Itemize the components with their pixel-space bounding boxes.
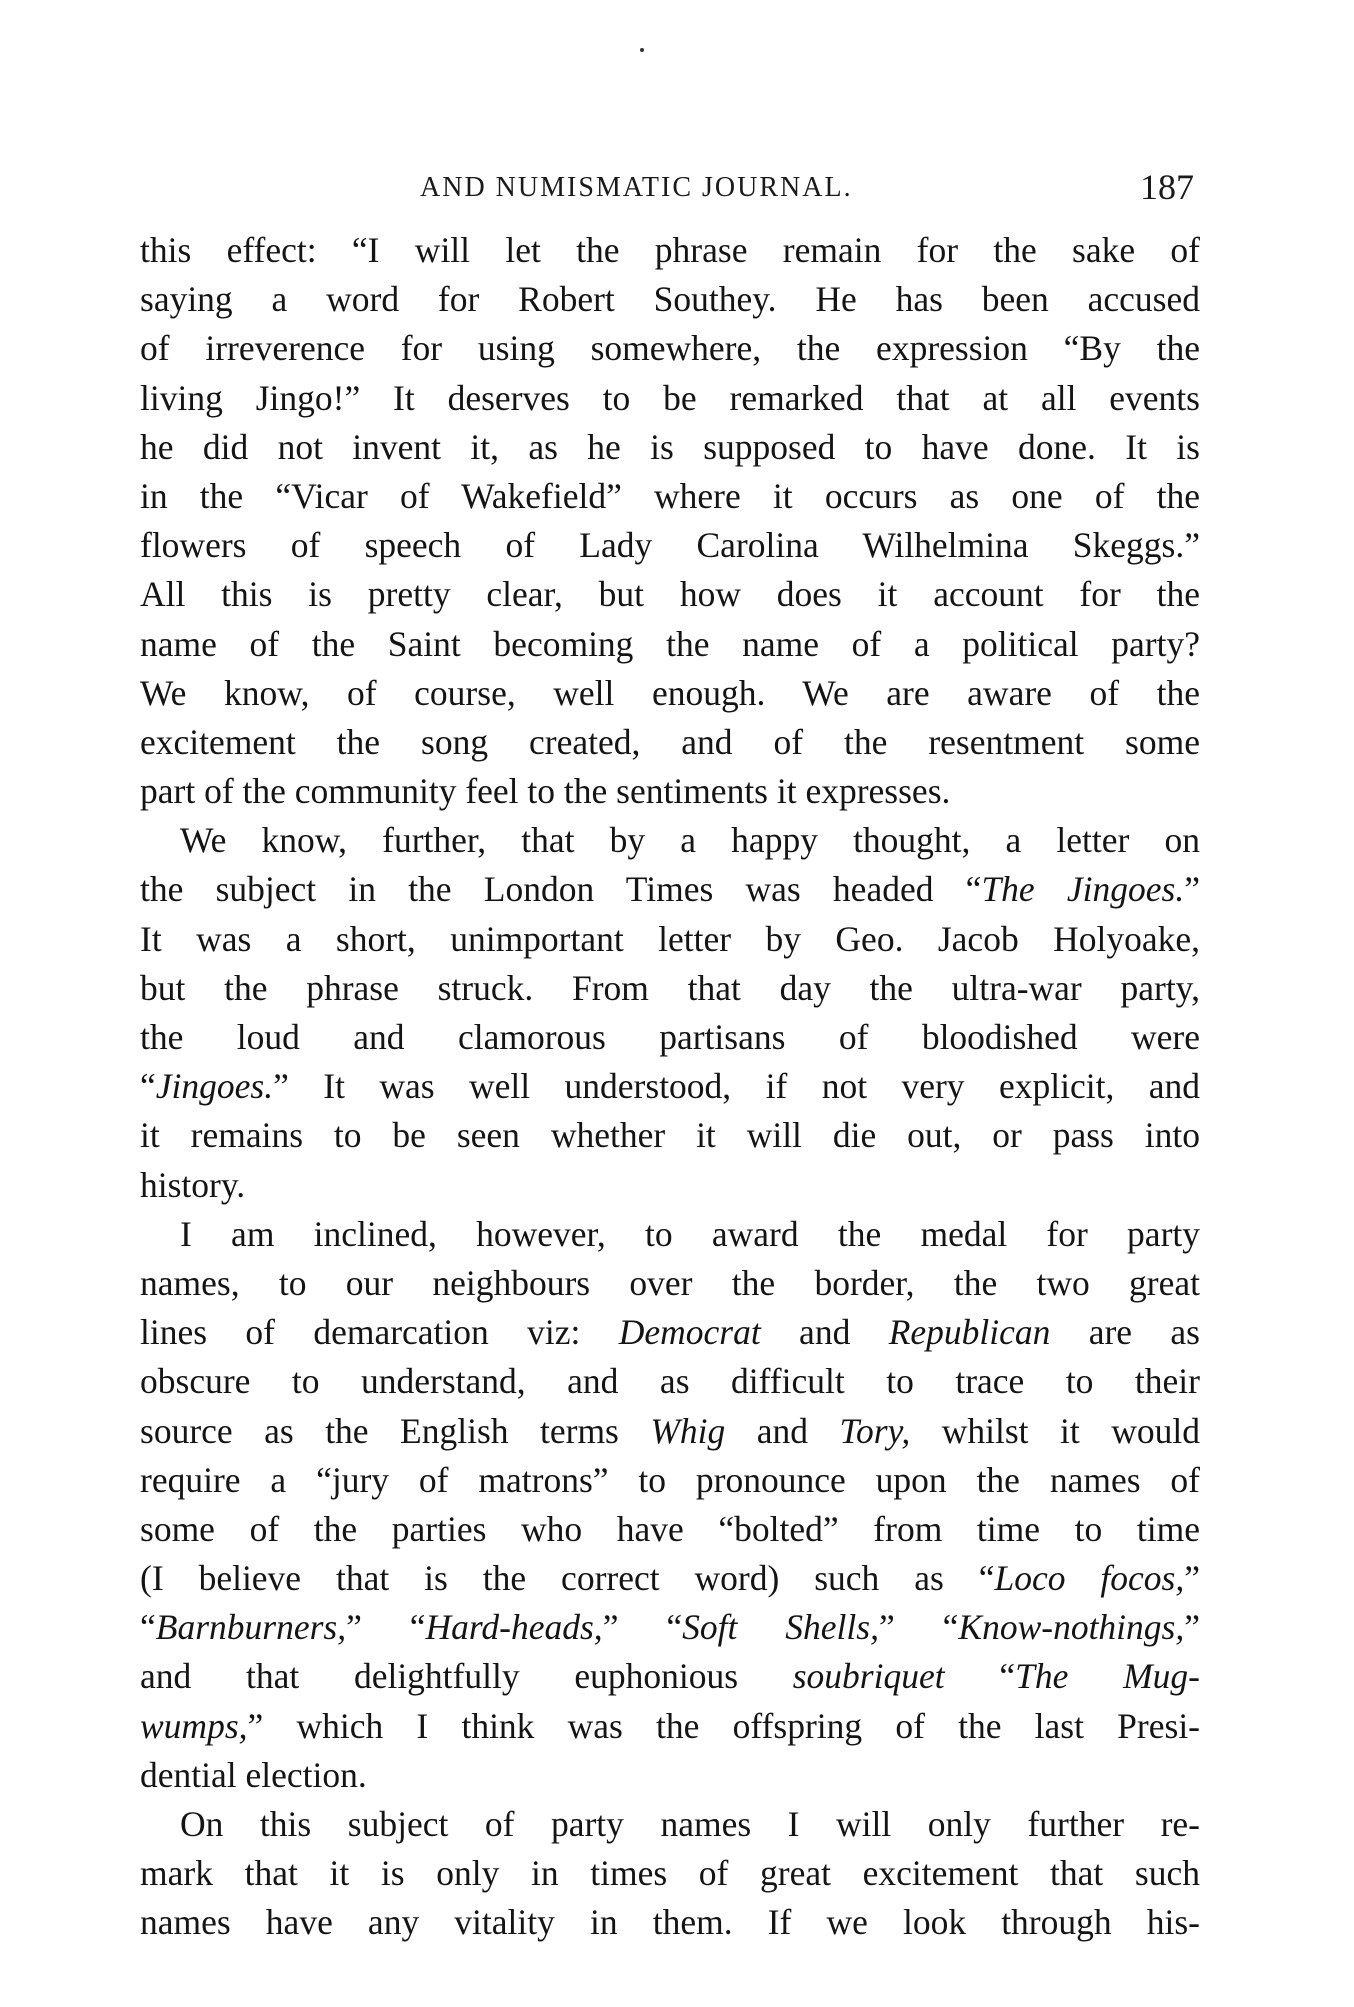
text-segment: and [760,1312,889,1353]
text-segment: flowers of speech of Lady Carolina Wilhelmina Skeggs.” [140,525,1200,566]
italic-text: Loco focos, [994,1558,1185,1599]
italic-text: The Mug- [1015,1656,1200,1697]
text-line [140,1554,1200,1603]
italic-text: Republican [888,1312,1051,1353]
running-head: AND NUMISMATIC JOURNAL. [420,172,853,203]
text-line [140,226,1200,275]
italic-text: Democrat [618,1312,761,1353]
text-line [140,1702,1200,1751]
text-segment: All this is pretty clear, but how does it account for the [140,574,1200,615]
text-line [140,1603,1200,1652]
text-segment: We know, further, that by a happy thought, a letter on [180,820,1200,861]
text-line [140,275,1200,324]
italic-text: Hard-heads, [425,1607,603,1648]
text-line [140,1062,1200,1111]
text-line [140,964,1200,1013]
text-segment: ” “ [346,1607,426,1648]
text-line [140,1210,1200,1259]
text-line [140,620,1200,669]
italic-text: Know-nothings, [958,1607,1185,1648]
text-segment: some of the parties who have “bolted” from time to time [140,1508,1200,1549]
text-line [140,1849,1200,1898]
text-line [140,1652,1200,1701]
text-segment: It was a short, unimportant letter by Geo. Jacob Holyoake, [140,918,1200,959]
text-segment: it remains to be seen whether it will die out, or pass into [140,1115,1200,1156]
text-segment: “ [140,1607,156,1648]
text-line [140,1505,1200,1554]
text-segment: in the “Vicar of Wakefield” where it occurs as one of the [140,475,1200,516]
text-segment: lines of demarcation viz: [140,1312,619,1353]
text-segment: On this subject of party names I will only further re- [180,1804,1200,1844]
text-line [140,570,1200,619]
text-segment: “ [944,1656,1016,1697]
text-line [140,1357,1200,1406]
print-speck [640,48,644,52]
text-segment: whilst it would [910,1410,1200,1451]
italic-text: The Jingoes. [981,869,1185,910]
italic-text: Jingoes. [155,1066,274,1107]
text-line [140,472,1200,521]
text-segment: (I believe that is the correct word) such as “ [140,1558,995,1599]
text-line [140,767,1200,816]
text-segment: ” which I think was the offspring of the last Presi- [247,1705,1200,1746]
text-line [140,718,1200,767]
italic-text: Whig [650,1410,726,1451]
text-segment: ” “ [878,1607,959,1648]
text-segment: saying a word for Robert Southey. He has been accused [140,279,1200,320]
text-line [140,324,1200,373]
text-line [140,1407,1200,1456]
text-segment: ” [1184,1607,1201,1648]
text-segment: ” “ [602,1607,683,1648]
text-line [140,1259,1200,1308]
text-segment: names, to our neighbours over the border, the two great [140,1262,1200,1303]
text-segment: the loud and clamorous partisans of bloodished were [140,1017,1200,1057]
text-segment: names have any vitality in them. If we look through his- [140,1902,1200,1943]
text-segment: I am inclined, however, to award the medal for party [180,1213,1200,1254]
text-line [140,374,1200,423]
italic-text: Soft Shells, [682,1607,879,1648]
text-segment: part of the community feel to the sentiments it expresses. [140,771,951,812]
text-line [140,669,1200,718]
text-segment: name of the Saint becoming the name of a political party? [140,623,1200,664]
text-segment: are as [1050,1312,1200,1353]
text-line [140,1013,1200,1062]
text-line [140,865,1200,914]
text-line [140,1111,1200,1160]
text-line [140,521,1200,570]
italic-text: soubriquet [792,1656,945,1697]
text-line [140,1898,1200,1947]
text-segment: excitement the song created, and of the resentment some [140,721,1200,762]
text-segment: ” [1184,1558,1200,1599]
italic-text: wumps, [140,1705,248,1746]
text-segment: dential election. [140,1754,367,1795]
text-segment: mark that it is only in times of great excitement that such [140,1853,1200,1894]
text-segment: of irreverence for using somewhere, the expression “By the [140,328,1200,369]
text-segment: this effect: “I will let the phrase remain for the sake of [140,230,1200,270]
text-segment: and that delightfully euphonious [140,1656,793,1697]
italic-text: Barnburners, [155,1607,347,1648]
text-segment: living Jingo!” It deserves to be remarked that at all events [140,377,1200,418]
text-line [140,1456,1200,1505]
text-segment: ” [1184,869,1200,910]
text-line [140,1308,1200,1357]
italic-text: Tory, [839,1410,911,1451]
text-segment: history. [140,1164,246,1205]
text-segment: obscure to understand, and as difficult to trace to their [140,1361,1200,1402]
text-segment: ” It was well understood, if not very explicit, and [273,1066,1200,1107]
text-segment: but the phrase struck. From that day the ultra-war party, [140,967,1200,1008]
text-segment: he did not invent it, as he is supposed to have done. It is [140,426,1200,467]
text-line [140,816,1200,865]
text-segment: “ [140,1066,156,1107]
text-segment: source as the English terms [140,1410,651,1451]
text-segment: the subject in the London Times was headed “ [140,869,982,910]
text-line [140,915,1200,964]
text-line [140,1800,1200,1849]
text-line [140,423,1200,472]
text-line [140,1751,1200,1800]
page-number: 187 [1140,167,1194,207]
text-segment: require a “jury of matrons” to pronounce upon the names of [140,1459,1200,1500]
text-segment: and [725,1410,840,1451]
text-line [140,1161,1200,1210]
text-segment: We know, of course, well enough. We are aware of the [140,672,1200,713]
body-text [140,226,1200,1948]
